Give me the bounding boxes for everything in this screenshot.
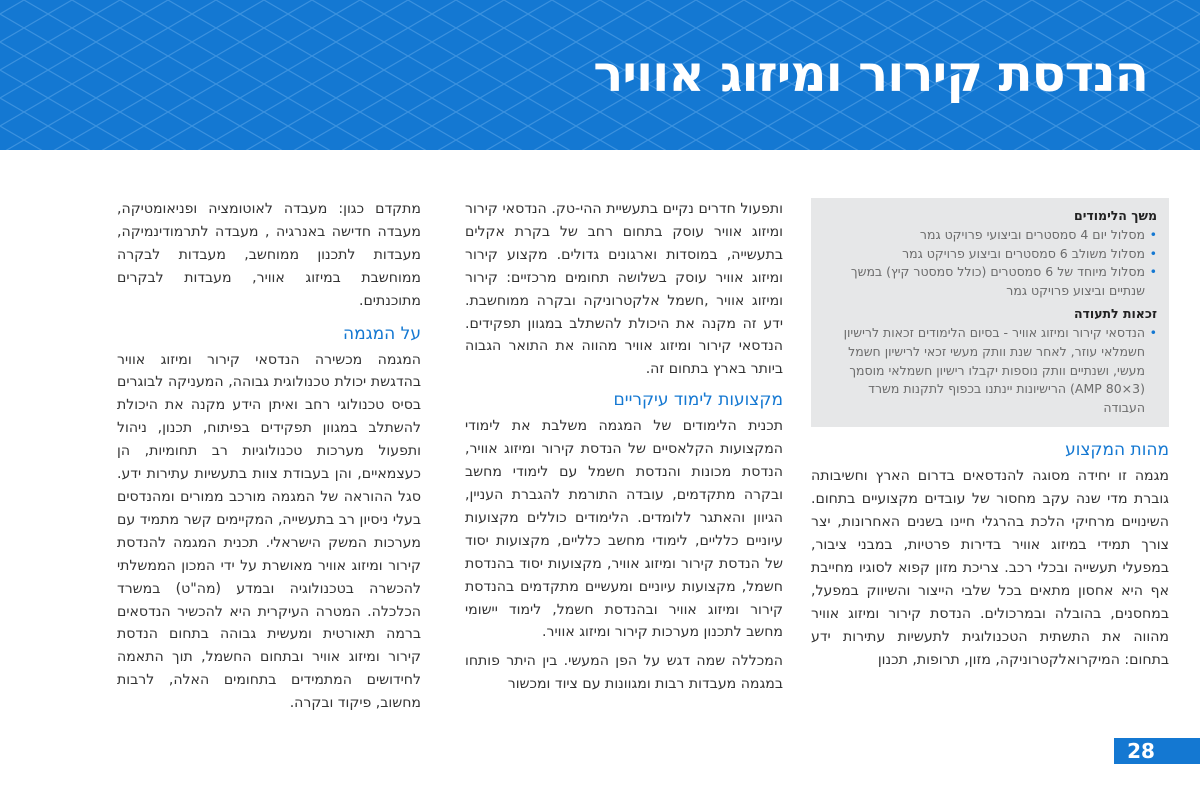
- page-number: 28: [1114, 738, 1168, 764]
- section-heading-profession: מהות המקצוע: [1065, 440, 1169, 461]
- list-item: • מסלול משולב 6 סמסטרים וביצוע פרויקט גמר: [823, 245, 1157, 264]
- list-item: • מסלול מיוחד של 6 סמסטרים (כולל סמסטר קיץ) במשך שנתיים וביצוע פרויקט גמר: [823, 263, 1157, 300]
- paragraph: מתקדם כגון: מעבדה לאוטומציה ופניאומטיקה, מעבדה חדישה באנרגיה , מעבדה לתרמודינמיקה, מעבדות לתכנון ממוחשב, מעבדות לבקרה ממוחשבת במיזוג אוויר, מעבדות לבקרים מתוכנתים.: [117, 201, 421, 309]
- list-item: • הנדסאי קירור ומיזוג אוויר - בסיום הלימודים זכאות לרישיון חשמלאי עוזר, לאחר שנת וותק מעשי זכאי לרישיון חשמל מעשי, ושנתיים וותק נוספות יקבלו רישיון חשמלאי מוסמך (3×80 AMP) הרישיונות יינתנו בכפוף לתקנות משרד העבודה: [823, 324, 1157, 417]
- certificate-list: [823, 324, 1157, 417]
- column-middle: [465, 198, 783, 696]
- info-box: [811, 198, 1169, 427]
- paragraph: ותפעול חדרים נקיים בתעשיית ההי-טק. הנדסאי קירור ומיזוג אוויר עוסק בתחום רחב של בקרת אקלים בתעשייה, במוסדות וארגונים גדולים. מקצוע קירור ומיזוג אוויר עוסק בשלושה תחומים מרכזיים: קירור ומיזוג אוויר ,חשמל אלקטרוניקה ובקרה ממוחשבת. ידע זה מקנה את היכולת להשתלב במגוון תפקידים. הנדסאי קירור ומיזוג אוויר מהווה את התואר הגבוה ביותר בארץ בתחום זה.: [465, 201, 783, 378]
- page-number-bar: [1168, 738, 1200, 764]
- duration-list: [823, 226, 1157, 300]
- section-heading-about: על המגמה: [342, 323, 421, 344]
- page-title: הנדסת קירור ומיזוג אוויר: [593, 45, 1148, 103]
- certificate-heading: זכאות לתעודה: [1073, 306, 1157, 322]
- duration-heading: משך הלימודים: [1074, 208, 1157, 223]
- paragraph: תכנית הלימודים של המגמה משלבת את לימודי המקצועות הקלאסיים של הנדסת קירור ומיזוג אוויר, הנדסת מכונות והנדסת חשמל עם לימודי מחשב ובקרה מתקדמים, עובדה התורמת להגברת העניין, הגיוון והאתגר ללומדים. הלימודים כוללים מקצועות עיוניים כלליים, לימודי מחשב כלליים, מקצועות יסוד של הנדסת קירור ומיזוג אוויר, מקצועות יסוד בהנדסת חשמל, מקצועות עיוניים ומעשיים מתקדמים בהנדסת קירור ומיזוג אוויר ובהנדסת חשמל, לימוד יישומי מחשב לתכנון מערכות קירור ומיזוג אוויר.: [465, 418, 783, 641]
- column-right: [811, 198, 1169, 672]
- list-item: • מסלול יום 4 סמסטרים וביצועי פרויקט גמר: [823, 226, 1157, 245]
- column-left: [117, 198, 421, 715]
- paragraph: מגמה זו יחידה מסוגה להנדסאים בדרום הארץ וחשיבותה גוברת מדי שנה עקב מחסור של עובדים מקצועיים בתחום. השינויים מרחיקי הלכת בהרגלי חיינו בשנים האחרונות, יצר צורך תמידי במיזוג אוויר בדירות פרטיות, במבני ציבור, במפעלי תעשייה ובכלי רכב. צריכת מזון קפוא לסוגיו מחייבת אף היא אחסון מתאים בכל שלבי הייצור והשיווק במפעל, במחסנים, בהובלה ובמרכולים. הנדסת קירור ומיזוג אוויר מהווה את התשתית הטכנולוגית לתעשיות עתירות ידע בתחום: המיקרואלקטרוניקה, מזון, תרופות, תכנון: [811, 468, 1169, 668]
- page-header: [0, 0, 1200, 150]
- section-heading-subjects: מקצועות לימוד עיקריים: [613, 390, 783, 411]
- paragraph: המגמה מכשירה הנדסאי קירור ומיזוג אוויר בהדגשת יכולת טכנולוגית גבוהה, המעניקה לבוגרים בסיס טכנולוגי רחב ואיתן הידע מקנה את היכולת להשתלב במגוון תפקידים בפיתוח, תכנון, ניהול ותפעול מערכות טכנולוגיות רב תחומיות, הן כעצמאיים, והן בעבודת צוות בתעשיות עתירות ידע. סגל ההוראה של המגמה מורכב ממורים ומהנדסים בעלי ניסיון רב בתעשייה, המקיימים קשר מתמיד עם מערכות המשק הישראלי. תכנית המגמה להנדסת קירור ומיזוג אוויר מאושרת על ידי המכון הממשלתי להכשרה בטכנולוגיה ובמדע (מה"ט) במשרד הכלכלה. המטרה העיקרית היא להכשיר הנדסאים ברמה תאורטית ומעשית גבוהה בתחום הנדסת קירור ומיזוג אוויר ובתחום החשמל, תוך התאמה לחידושים המתמידים בתחומים האלה, לרבות מחשוב, פיקוד ובקרה.: [117, 351, 421, 712]
- paragraph: המכללה שמה דגש על הפן המעשי. בין היתר פותחו במגמה מעבדות רבות ומגוונות עם ציוד ומכשור: [465, 653, 783, 693]
